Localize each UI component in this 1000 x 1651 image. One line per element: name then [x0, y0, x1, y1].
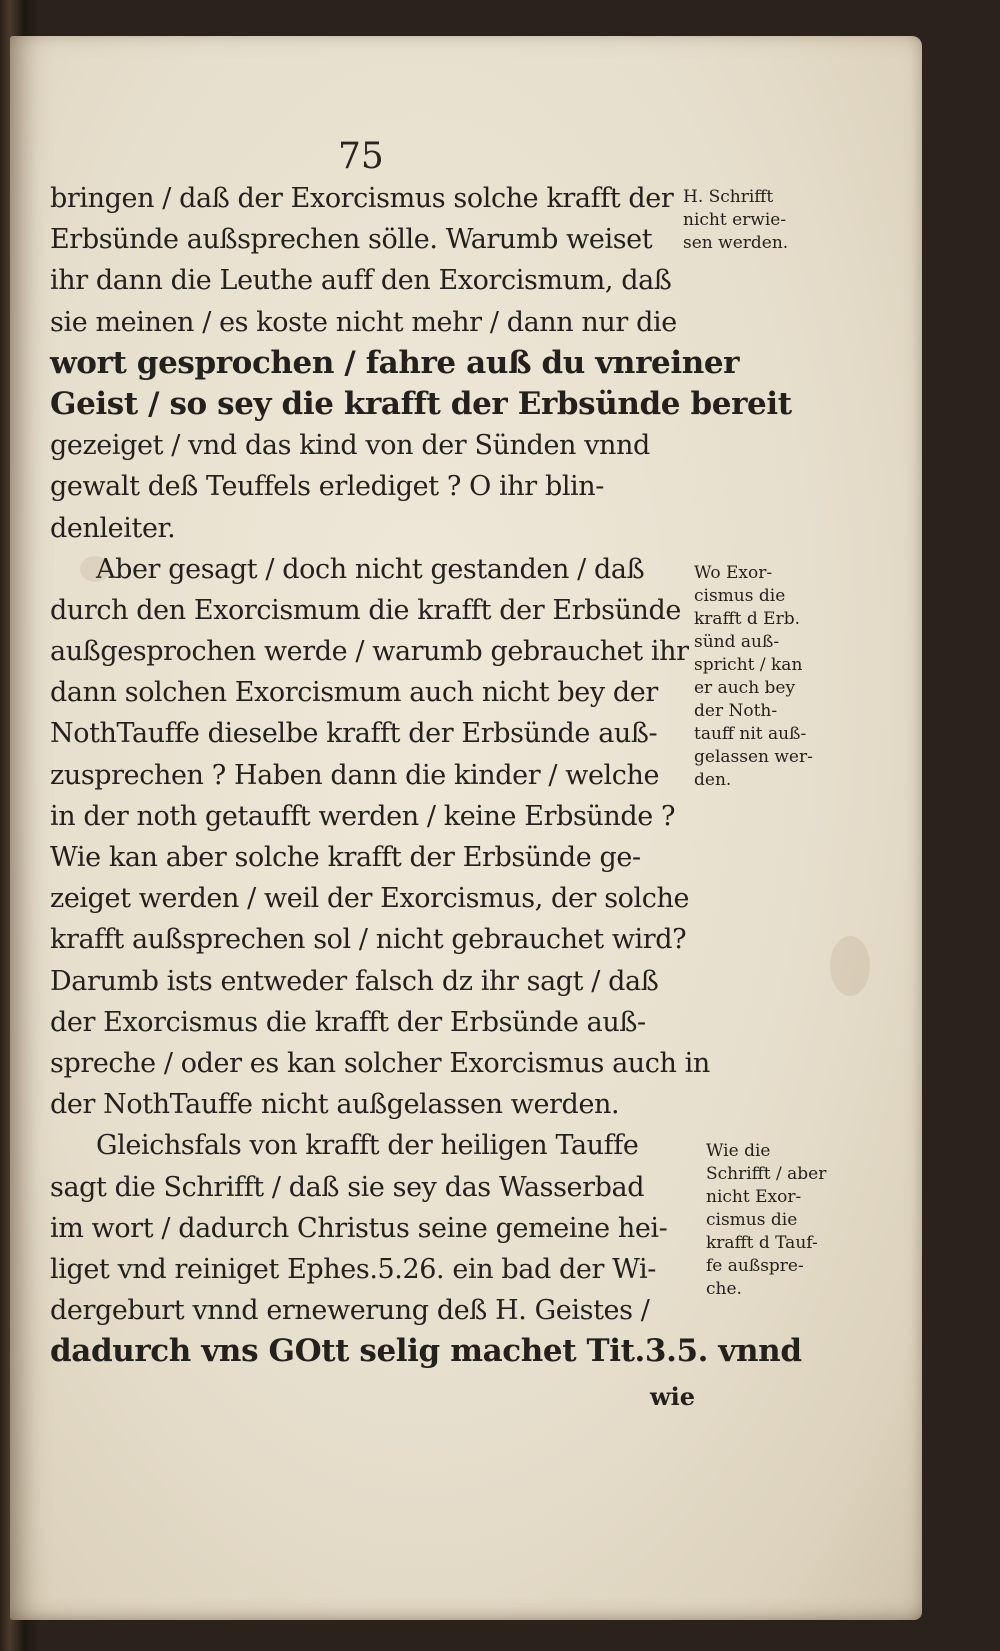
- text-line: Gleichsfals von krafft der heiligen Tauffe: [96, 1130, 639, 1162]
- text-line: Erbsünde außsprechen sölle. Warumb weiset: [50, 224, 653, 256]
- margin-note-line: nicht erwie-: [683, 210, 787, 230]
- text-line: Aber gesagt / doch nicht gestanden / daß: [96, 553, 645, 585]
- margin-note-line: fe außspre-: [706, 1256, 804, 1276]
- catchword: wie: [650, 1382, 696, 1411]
- text-line: Darumb ists entweder falsch dz ihr sagt / daß: [50, 965, 659, 997]
- margin-note-line: cismus die: [694, 586, 786, 606]
- text-line: krafft außsprechen sol / nicht gebrauchet wird?: [50, 924, 687, 956]
- margin-note-line: krafft d Tauf-: [706, 1233, 818, 1253]
- margin-note-line: sen werden.: [683, 233, 789, 253]
- paper-stain: [830, 936, 870, 996]
- margin-note-line: tauff nit auß-: [694, 724, 807, 744]
- page-number: 75: [338, 136, 384, 177]
- text-line: zeiget werden / weil der Exorcismus, der solche: [50, 883, 690, 915]
- text-line: der NothTauffe nicht außgelassen werden.: [50, 1089, 620, 1121]
- margin-note-line: gelassen wer-: [694, 747, 813, 767]
- text-line: in der noth getaufft werden / keine Erbsünde ?: [50, 800, 676, 832]
- margin-note-line: Wo Exor-: [694, 563, 773, 583]
- margin-note-line: H. Schrifft: [683, 187, 774, 207]
- text-line: im wort / dadurch Christus seine gemeine hei-: [50, 1212, 668, 1244]
- text-line: wort gesprochen / fahre auß du vnreiner: [50, 344, 740, 381]
- text-line: gezeiget / vnd das kind von der Sünden vnnd: [50, 430, 650, 462]
- text-line: Geist / so sey die krafft der Erbsünde bereit: [50, 385, 792, 422]
- text-line: bringen / daß der Exorcismus solche krafft der: [50, 183, 674, 214]
- margin-note-line: cismus die: [706, 1210, 798, 1230]
- margin-note: [706, 1140, 826, 1301]
- text-line: sie meinen / es koste nicht mehr / dann nur die: [50, 306, 677, 338]
- text-line: gewalt deß Teuffels erlediget ? O ihr blin-: [50, 471, 605, 503]
- margin-note: [683, 186, 788, 255]
- text-line: denleiter.: [50, 512, 176, 544]
- text-line: außgesprochen werde / warumb gebrauchet ihr: [50, 636, 689, 668]
- text-line: dadurch vns GOtt selig machet Tit.3.5. vnnd: [50, 1333, 802, 1370]
- text-line: sagt die Schrifft / daß sie sey das Wasserbad: [50, 1171, 645, 1203]
- margin-note-line: krafft d Erb.: [694, 609, 800, 629]
- text-line: durch den Exorcismum die krafft der Erbsünde: [50, 594, 682, 626]
- margin-note-line: den.: [694, 770, 732, 790]
- text-line: dergeburt vnnd ernewerung deß H. Geistes /: [50, 1295, 650, 1327]
- text-line: liget vnd reiniget Ephes.5.26. ein bad der Wi-: [50, 1253, 657, 1285]
- text-line: ihr dann die Leuthe auff den Exorcismum, daß: [50, 265, 672, 297]
- margin-note-line: spricht / kan: [694, 655, 803, 675]
- margin-note-line: der Noth-: [694, 701, 778, 721]
- margin-note-line: che.: [706, 1279, 742, 1299]
- text-line: NothTauffe dieselbe krafft der Erbsünde auß-: [50, 718, 658, 750]
- margin-note: [694, 562, 813, 792]
- text-line: Wie kan aber solche krafft der Erbsünde ge-: [50, 842, 641, 873]
- text-line: der Exorcismus die krafft der Erbsünde auß-: [50, 1006, 646, 1038]
- margin-note-line: Schrifft / aber: [706, 1164, 827, 1184]
- margin-note-line: er auch bey: [694, 678, 796, 698]
- margin-note-line: Wie die: [706, 1141, 771, 1161]
- text-line: zusprechen ? Haben dann die kinder / welche: [50, 759, 660, 791]
- margin-note-line: nicht Exor-: [706, 1187, 802, 1207]
- margin-note-line: sünd auß-: [694, 632, 780, 652]
- text-line: spreche / oder es kan solcher Exorcismus auch in: [50, 1047, 710, 1079]
- text-line: dann solchen Exorcismum auch nicht bey der: [50, 677, 658, 709]
